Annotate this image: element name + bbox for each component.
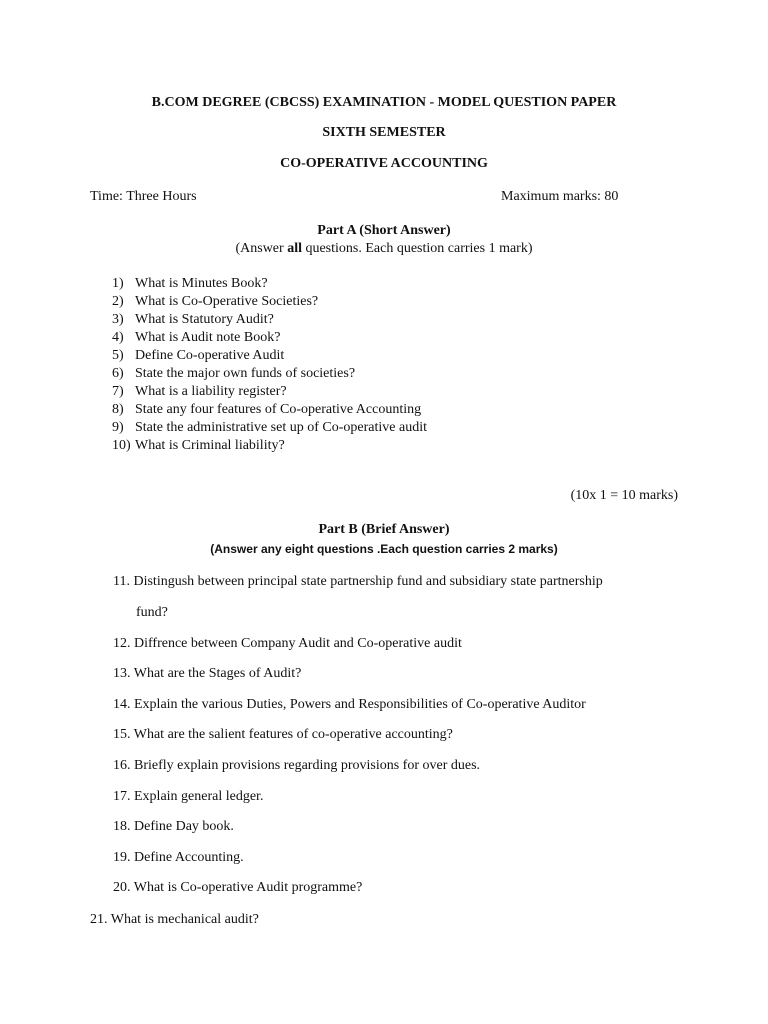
question-text: What is Audit note Book?	[135, 330, 281, 345]
list-item	[113, 664, 713, 684]
question-number: 1)	[112, 276, 124, 291]
list-item	[113, 695, 713, 715]
question-number: 5)	[112, 348, 124, 363]
question-text-continued: fund?	[136, 605, 168, 620]
list-item	[113, 817, 713, 837]
question-number: 3)	[112, 312, 124, 327]
semester-heading: SIXTH SEMESTER	[322, 125, 446, 140]
list-item	[113, 756, 713, 776]
question-number: 10)	[112, 438, 131, 453]
question-number: 20.	[113, 880, 131, 896]
question-number: 12.	[113, 635, 131, 651]
part-a-heading: Part A (Short Answer)	[317, 223, 451, 238]
question-text: Define Co-operative Audit	[135, 348, 285, 363]
question-text: What is mechanical audit?	[110, 912, 259, 927]
list-item	[113, 634, 713, 654]
question-text: Explain general ledger.	[134, 788, 264, 804]
question-number: 7)	[112, 384, 124, 399]
part-b-heading: Part B (Brief Answer)	[318, 522, 450, 537]
question-number: 19.	[113, 849, 131, 865]
list-item	[112, 347, 712, 365]
list-item	[112, 437, 712, 455]
question-number: 14.	[113, 696, 131, 712]
list-item	[113, 848, 713, 868]
question-number: 16.	[113, 757, 131, 773]
part-b-question-list	[113, 572, 713, 909]
question-number: 21.	[90, 912, 108, 927]
list-item	[112, 419, 712, 437]
question-number: 13.	[113, 666, 131, 682]
list-item	[113, 787, 713, 807]
part-a-question-list	[112, 275, 712, 455]
question-number: 17.	[113, 788, 131, 804]
question-number: 8)	[112, 402, 124, 417]
list-item	[113, 725, 713, 745]
question-text: Diffrence between Company Audit and Co-operative audit	[134, 635, 462, 651]
list-item	[112, 383, 712, 401]
question-text: Define Day book.	[134, 819, 234, 835]
list-item	[112, 329, 712, 347]
question-text: What is Criminal liability?	[135, 438, 285, 453]
question-number: 18.	[113, 819, 131, 835]
question-text: What is a liability register?	[135, 384, 287, 399]
list-item	[112, 365, 712, 383]
question-number: 15.	[113, 727, 131, 743]
part-a-instruction	[0, 241, 768, 257]
question-text: Define Accounting.	[134, 849, 244, 865]
part-a-instruction-post: questions. Each question carries 1 mark)	[301, 241, 533, 256]
list-item	[90, 912, 259, 928]
question-text: What are the Stages of Audit?	[133, 666, 302, 682]
list-item	[112, 401, 712, 419]
question-text: Briefly explain provisions regarding provisions for over dues.	[134, 757, 481, 773]
question-text: What is Co-operative Audit programme?	[133, 880, 363, 896]
list-item	[112, 293, 712, 311]
question-text: State any four features of Co-operative Accounting	[135, 402, 422, 417]
part-a-instruction-bold: all	[287, 241, 302, 256]
max-marks-label: Maximum marks: 80	[501, 189, 619, 204]
part-a-marks: (10x 1 = 10 marks)	[570, 488, 678, 503]
list-item	[112, 311, 712, 329]
question-text: What is Statutory Audit?	[135, 312, 274, 327]
question-text: Distingush between principal state partnership fund and subsidiary state partnership	[133, 574, 603, 589]
part-b-instruction: (Answer any eight questions .Each question carries 2 marks)	[210, 542, 558, 556]
question-number: 2)	[112, 294, 124, 309]
question-text: State the administrative set up of Co-operative audit	[135, 420, 427, 435]
list-item	[112, 275, 712, 293]
question-number: 4)	[112, 330, 124, 345]
question-text: What is Minutes Book?	[135, 276, 268, 291]
question-number: 6)	[112, 366, 124, 381]
part-a-instruction-pre: (Answer	[235, 241, 288, 256]
time-label: Time: Three Hours	[90, 189, 197, 204]
question-text: What is Co-Operative Societies?	[135, 294, 319, 309]
question-text: Explain the various Duties, Powers and Responsibilities of Co-operative Auditor	[134, 696, 586, 712]
question-number: 11.	[113, 574, 130, 589]
paper-title: B.COM DEGREE (CBCSS) EXAMINATION - MODEL QUESTION PAPER	[151, 95, 617, 110]
question-text: State the major own funds of societies?	[135, 366, 356, 381]
question-text: What are the salient features of co-operative accounting?	[133, 727, 453, 743]
question-number: 9)	[112, 420, 124, 435]
subject-heading: CO-OPERATIVE ACCOUNTING	[280, 156, 488, 171]
list-item	[113, 572, 713, 623]
list-item	[113, 878, 713, 898]
